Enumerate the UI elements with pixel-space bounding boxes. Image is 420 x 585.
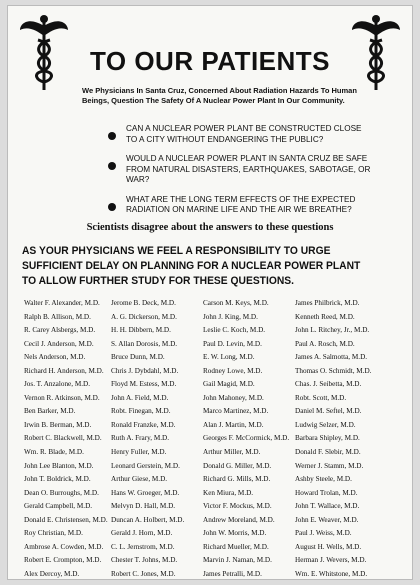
signer-name: James Philbrick, M.D. [295,299,360,307]
signer-name: Ralph B. Allison, M.D. [24,312,91,321]
signer-name: Ronald Franzke, M.D. [111,420,176,429]
signer-name: Robt. Finegan, M.D. [111,407,171,416]
page-title: TO OUR PATIENTS [89,46,331,76]
signer-name: R. Carey Alsbergs, M.D. [24,326,96,335]
signer-name: Chris J. Dybdahl, M.D. [111,366,179,375]
signer-name: Alex Dercoy, M.D. [24,569,80,578]
signer-name: Robt. Scott, M.D. [295,393,347,402]
signer-name: Bruce Dunn, M.D. [111,353,165,362]
signer-name: Robert C. Blackwell, M.D. [24,434,102,443]
signer-name: Wm. E. Whitstone, M.D. [295,569,368,578]
signer-name: Leslie C. Koch, M.D. [203,326,266,335]
signer-name: Dean O. Burroughs, M.D. [24,488,99,497]
signer-name: Richard G. Mills, M.D. [203,475,271,484]
caduceus-icon-right [350,14,402,92]
signer-name: C. L. Jernstrom, M.D. [111,542,175,551]
caduceus-icon-left [18,14,70,92]
question-item [108,154,372,186]
intro-text: We Physicians In Santa Cruz, Concerned About Radiation Hazards To Human Beings, Question The Safety Of A Nuclear Power Plant In Our Community. [82,86,357,105]
signer-name: Richard Mueller, M.D. [203,542,269,551]
signer-name: Donald E. Christensen, M.D. [24,515,108,524]
signer-name: A. G. Dickerson, M.D. [111,312,177,321]
signer-name: Donald F. Slebir, M.D. [295,448,361,457]
signer-name: Carson M. Keys, M.D. [203,299,269,307]
signer-name: John E. Weaver, M.D. [295,515,359,524]
signer-name: S. Allan Dorosis, M.D. [111,339,178,348]
responsibility-statement: AS YOUR PHYSICIANS WE FEEL A RESPONSIBILITY TO URGE SUFFICIENT DELAY ON PLANNING FOR A NUCLEAR POWER PLANT TO ALLOW FURTHER STUDY FOR THESE QUESTIONS. [22,245,361,287]
question-item [108,195,372,216]
signer-name: Paul J. Weiss, M.D. [295,529,352,538]
signer-name: Hans W. Groeger, M.D. [111,488,180,497]
signer-name: Ambrose A. Cowden, M.D. [24,542,104,551]
bullet-icon [108,132,116,140]
signer-name: Wm. R. Blade, M.D. [24,448,84,457]
signer-name: Andrew Moreland, M.D. [203,515,275,524]
signer-name: John T. Boldrick, M.D. [24,475,91,484]
signer-name: Vernon R. Atkinson, M.D. [24,393,100,402]
signer-name: Irwin B. Berman, M.D. [24,420,92,429]
signer-name: Gerald J. Horn, M.D. [111,529,173,538]
signer-name: Marvin J. Naman, M.D. [203,556,272,565]
signer-name: Robert E. Crompton, M.D. [24,556,102,565]
newspaper-ad [8,6,412,579]
signer-name: August H. Wells, M.D. [295,542,362,551]
signer-name: Howard Trolan, M.D. [295,488,358,497]
signer-name: Chas. J. Seibetta, M.D. [295,380,362,389]
signer-name: Rodney Lowe, M.D. [203,366,263,375]
signer-name: Ruth A. Frary, M.D. [111,434,170,443]
signer-name: John Lee Blanton, M.D. [24,461,94,470]
signer-name: Ludwig Selzer, M.D. [295,420,356,429]
signer-name: James Petralli, M.D. [203,569,262,578]
signer-name: Walter F. Alexander, M.D. [24,299,100,307]
signer-name: John W. Morris, M.D. [203,529,267,538]
signers-column [111,297,203,579]
signer-name: Thomas O. Schmidt, M.D. [295,366,372,375]
signer-name: Arthur Giese, M.D. [111,475,168,484]
signer-name: Henry Fuller, M.D. [111,448,167,457]
signer-name: Paul A. Rosch, M.D. [295,339,355,348]
signers-grid [24,297,406,579]
signer-name: James A. Salmotta, M.D. [295,353,368,362]
signer-name: Ben Barker, M.D. [24,407,76,416]
signer-name: Paul D. Levin, M.D. [203,339,262,348]
signers-column [24,297,111,579]
signer-name: Leonard Gerstein, M.D. [111,461,180,470]
signers-column [295,297,393,579]
signer-name: Alan J. Martin, M.D. [203,420,264,429]
signer-name: Gail Magid, M.D. [203,380,255,389]
signer-name: Herman J. Wevers, M.D. [295,556,367,565]
signer-name: Kenneth Reed, M.D. [295,312,355,321]
signers-column [203,297,295,579]
signer-name: John J. King, M.D. [203,312,258,321]
signer-name: Roy Christian, M.D. [24,529,83,538]
signer-name: Melvyn D. Hall, M.D. [111,502,176,511]
signer-name: Werner J. Stamm, M.D. [295,461,364,470]
signer-name: Daniel M. Seftel, M.D. [295,407,362,416]
signer-name: John Mahoney, M.D. [203,393,264,402]
signer-name: Barbara Shipley, M.D. [295,434,360,443]
signer-name: Duncan A. Holbert, M.D. [111,515,185,524]
question-item [108,124,372,145]
signer-name: Jos. T. Anzalone, M.D. [24,380,91,389]
signer-name: Marco Martinez, M.D. [203,407,269,416]
signer-name: Donald G. Miller, M.D. [203,461,272,470]
signer-name: Robert C. Jones, M.D. [111,569,176,578]
signer-name: Cecil J. Anderson, M.D. [24,339,94,348]
signer-name: Victor F. Mockus, M.D. [203,502,272,511]
signer-name: Ashby Steele, M.D. [295,475,352,484]
signer-name: Ken Miura, M.D. [203,488,254,497]
bullet-icon [108,162,116,170]
signer-name: E. W. Long, M.D. [203,353,255,362]
signer-name: John A. Field, M.D. [111,393,169,402]
signer-name: H. H. Dibbern, M.D. [111,326,171,335]
question-text: WHAT ARE THE LONG TERM EFFECTS OF THE EXPECTED RADIATION ON MARINE LIFE AND THE AIR WE BREATHE? [126,194,356,214]
signer-name: Floyd M. Estess, M.D. [111,380,177,389]
disagree-heading: Scientists disagree about the answers to these questions [86,222,334,233]
signer-name: Jerome B. Deck, M.D. [111,299,176,307]
signer-name: Richard H. Anderson, M.D. [24,366,104,375]
bullet-icon [108,203,116,211]
signer-name: Nels Anderson, M.D. [24,353,86,362]
question-text: CAN A NUCLEAR POWER PLANT BE CONSTRUCTED CLOSE TO A CITY WITHOUT ENDANGERING THE PUBLIC? [126,124,362,144]
signer-name: John T. Wallace, M.D. [295,502,360,511]
question-text: WOULD A NUCLEAR POWER PLANT IN SANTA CRUZ BE SAFE FROM NATURAL DISASTERS, EARTHQUAKES, SABOTAGE, OR WAR? [126,154,371,184]
signer-name: Georges F. McCormick, M.D. [203,434,290,443]
signer-name: Gerald Campbell, M.D. [24,502,93,511]
signer-name: Chester T. Johns, M.D. [111,556,178,565]
signer-name: Arthur Miller, M.D. [203,448,261,457]
question-list [108,124,372,225]
signer-name: John L. Ritchey, Jr., M.D. [295,326,370,335]
